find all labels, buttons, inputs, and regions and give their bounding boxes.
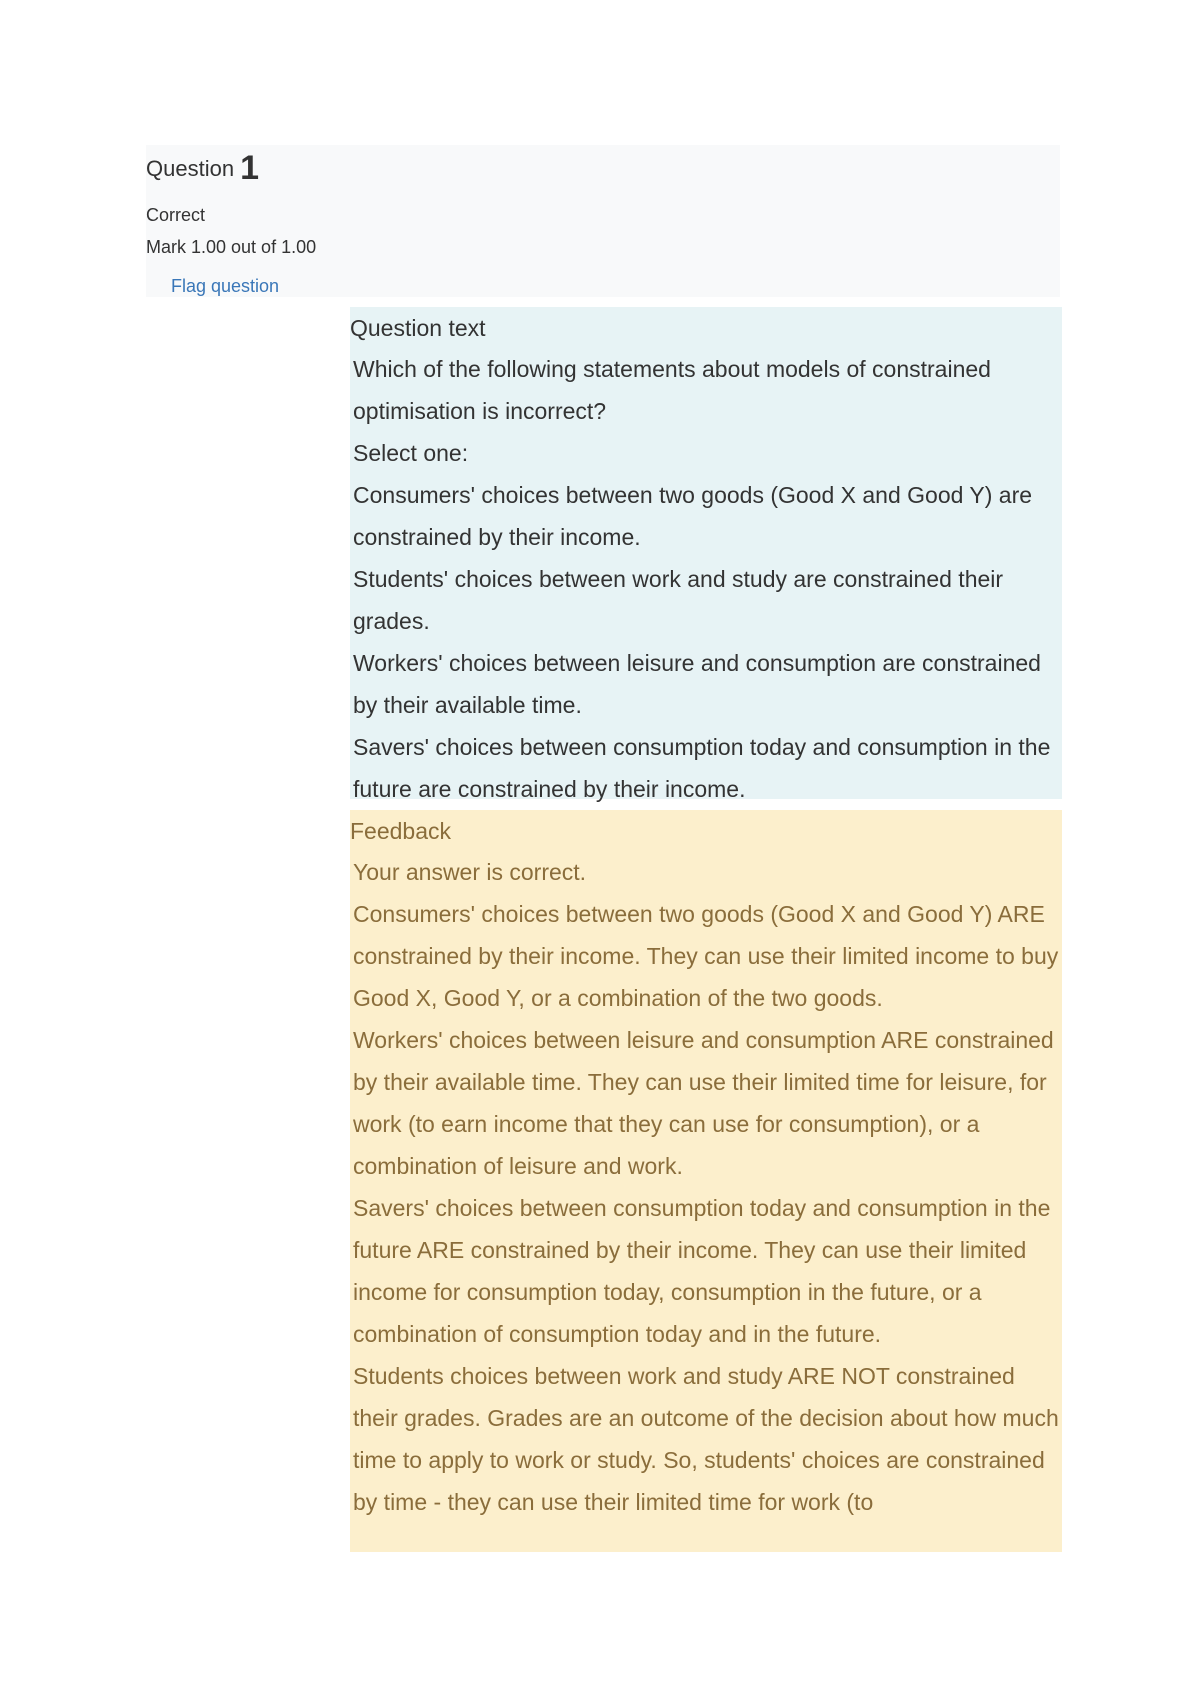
feedback-paragraph-consumers: Consumers' choices between two goods (Good X and Good Y) ARE constrained by their income. They can use their limited income to buy Good X, Good Y, or a combination of the two goods. — [353, 901, 1059, 1011]
answer-option-3[interactable]: Workers' choices between leisure and consumption are constrained by their available time. — [353, 650, 1041, 718]
answer-option-4[interactable]: Savers' choices between consumption today and consumption in the future are constrained by their income. — [353, 734, 1051, 802]
answer-option-1[interactable]: Consumers' choices between two goods (Good X and Good Y) are constrained by their income. — [353, 482, 1033, 550]
question-text-heading: Question text — [350, 315, 486, 341]
answer-option-2[interactable]: Students' choices between work and study are constrained their grades. — [353, 566, 1004, 634]
question-grade: Mark 1.00 out of 1.00 — [146, 237, 317, 257]
feedback-paragraph-workers: Workers' choices between leisure and consumption ARE constrained by their available time. They can use their limited time for leisure, for work (to earn income that they can use for consumption), or a combination of leisure and work. — [353, 1027, 1054, 1179]
question-heading — [146, 149, 259, 188]
feedback-heading: Feedback — [350, 818, 452, 844]
question-number: 1 — [240, 149, 259, 187]
feedback-panel — [350, 810, 1062, 1552]
question-prompt: Which of the following statements about models of constrained optimisation is incorrect? — [353, 356, 991, 424]
question-state: Correct — [146, 205, 206, 225]
question-text-panel — [350, 307, 1062, 802]
question-text-body — [353, 348, 1059, 810]
question-info-panel — [146, 145, 1060, 297]
select-instruction: Select one: — [353, 440, 469, 466]
feedback-result: Your answer is correct. — [353, 859, 587, 885]
feedback-paragraph-students: Students choices between work and study ARE NOT constrained their grades. Grades are an outcome of the decision about how much time to apply to work or study. So, students' choices are constrained by time - they can use their limited time for work (to — [353, 1363, 1059, 1515]
feedback-body — [353, 851, 1059, 1523]
feedback-paragraph-savers: Savers' choices between consumption today and consumption in the future ARE constrained by their income. They can use their limited income for consumption today, consumption in the future, or a combination of consumption today and in the future. — [353, 1195, 1051, 1347]
flag-question-link[interactable]: Flag question — [171, 276, 280, 296]
question-label: Question — [146, 156, 235, 181]
